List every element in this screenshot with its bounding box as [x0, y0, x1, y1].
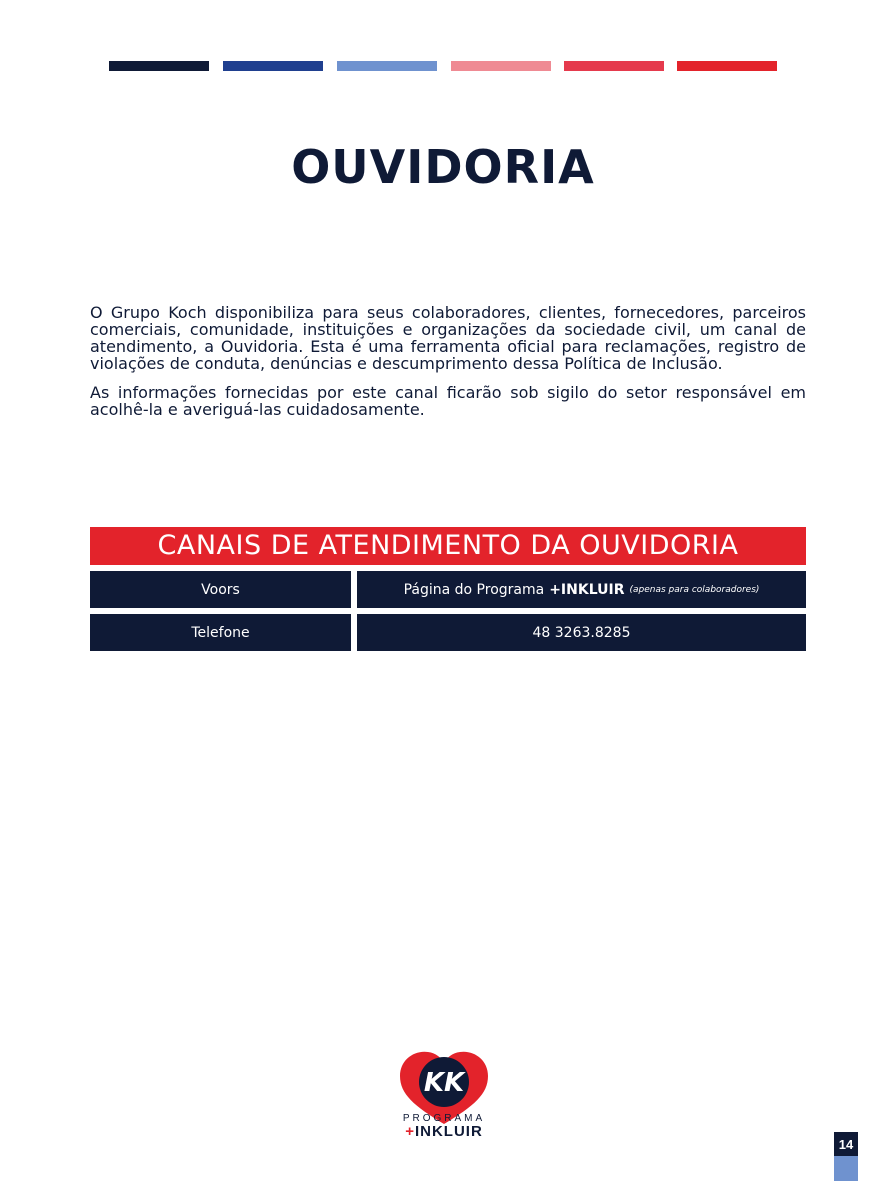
stripe-5 [564, 61, 664, 71]
voors-value-note: (apenas para colaboradores) [629, 584, 760, 595]
logo-plus: + [405, 1123, 415, 1140]
logo-inkluir: INKLUIR [414, 1123, 483, 1140]
voors-value-program: +INKLUIR [549, 581, 625, 598]
voors-value-prefix: Página do Programa [403, 581, 545, 598]
logo-text-inkluir [392, 1123, 496, 1140]
stripe-4 [451, 61, 551, 71]
table-cell-label-voors: Voors [90, 571, 351, 608]
table-cell-value-voors [357, 571, 806, 608]
table-cell-value-telefone: 48 3263.8285 [357, 614, 806, 651]
paragraph-1: O Grupo Koch disponibiliza para seus colaboradores, clientes, fornecedores, parceiros comerciais, comunidade, instituições e organizações da sociedade civil, um canal de atendimento, a Ouvidoria. Esta é uma ferramenta oficial para reclamações, registro de violações de conduta, denúncias e descumprimento dessa Política de Inclusão. [90, 303, 806, 373]
stripe-2 [223, 61, 323, 71]
page-number: 14 [834, 1132, 858, 1156]
table-cell-label-telefone: Telefone [90, 614, 351, 651]
paragraph-2: As informações fornecidas por este canal ficarão sob sigilo do setor responsável em acolhê-la e averiguá-las cuidadosamente. [90, 383, 806, 419]
stripe-1 [109, 61, 209, 71]
stripe-3 [337, 61, 437, 71]
stripe-6 [677, 61, 777, 71]
logo-text-programa: PROGRAMA [402, 1113, 486, 1124]
page-title: OUVIDORIA [291, 140, 595, 194]
body-text [90, 304, 806, 430]
page-tab-marker [834, 1156, 858, 1181]
decorative-stripes [109, 61, 777, 71]
table-header: CANAIS DE ATENDIMENTO DA OUVIDORIA [90, 527, 806, 565]
logo-mark: KK [423, 1068, 465, 1098]
